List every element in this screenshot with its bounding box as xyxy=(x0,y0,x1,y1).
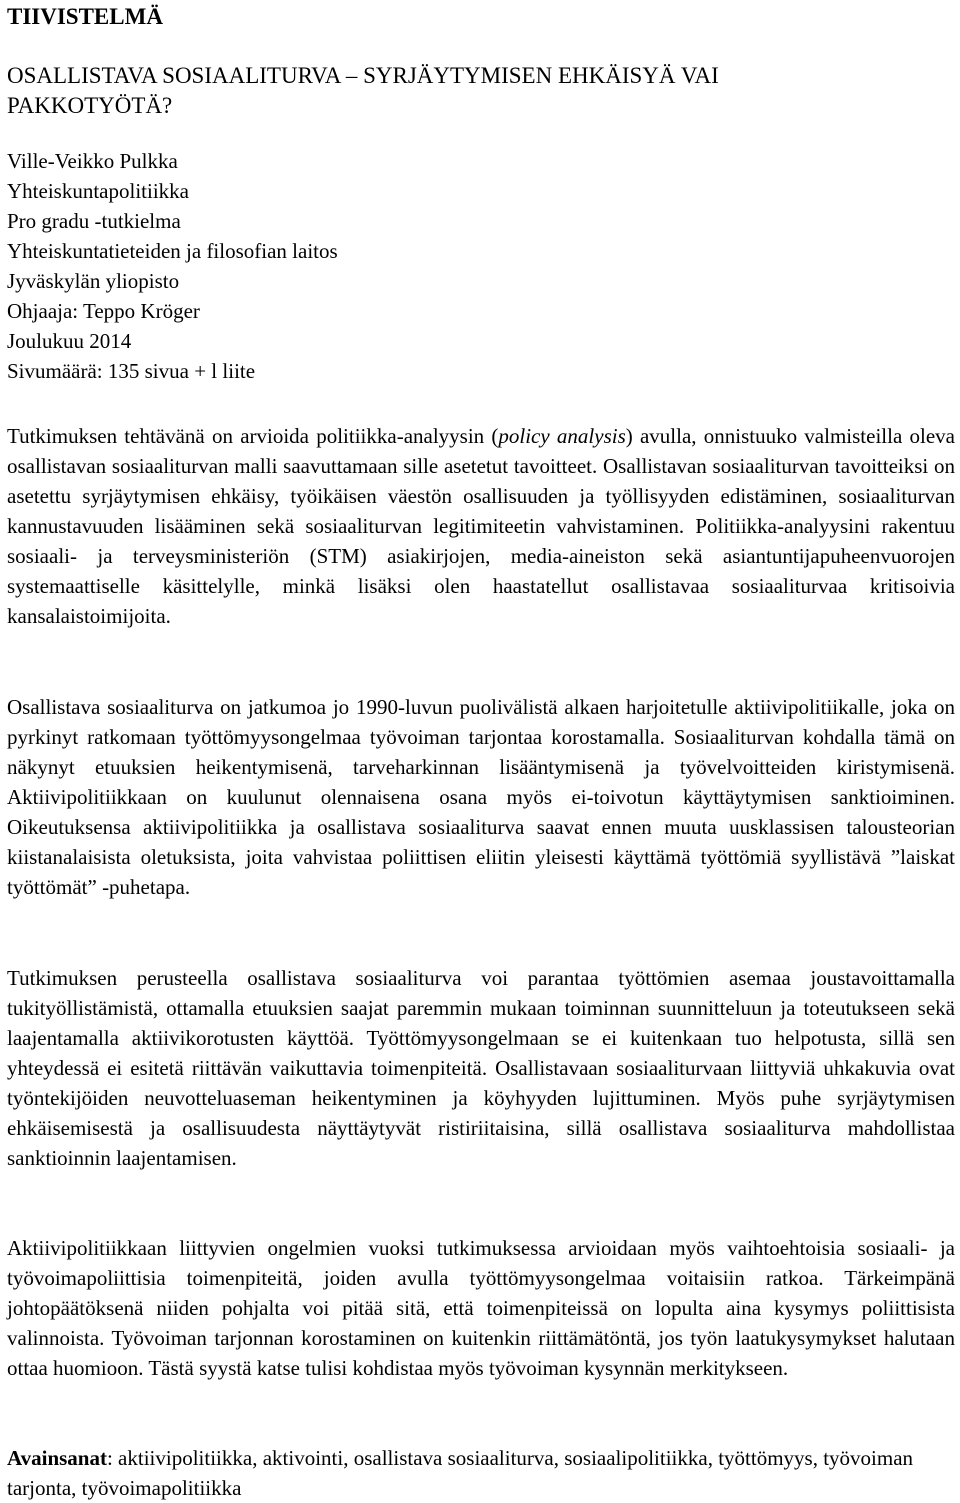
abstract-heading: TIIVISTELMÄ xyxy=(7,4,163,29)
supervisor-name: Ohjaaja: Teppo Kröger xyxy=(7,299,200,323)
thesis-metadata xyxy=(7,146,338,386)
paragraph-1-rest: ) avulla, onnistuuko valmisteilla oleva osallistavan sosiaaliturvan malli saavuttamaan sille asetetut tavoitteet. Osallistavan sosiaaliturvan tavoitteiksi on asetettu syrjäytymisen ehkäisy, työikäisen väestön osallisuuden ja työllisyyden edistäminen, sosiaaliturvan kannustavuuden lisääminen sekä sosiaaliturvan legitimiteetin vahvistaminen. Politiikka-analyysini rakentuu sosiaali- ja terveysministeriön (STM) asiakirjojen, media-aineiston sekä asiantuntijapuheenvuorojen systemaattiselle käsittelylle, minkä lisäksi olen haastatellut osallistavaa sosiaaliturvaa kritisoivia kansalaistoimijoita. xyxy=(7,424,955,628)
university-name: Jyväskylän yliopisto xyxy=(7,269,180,293)
author-name: Ville-Veikko Pulkka xyxy=(7,149,178,173)
subject-name: Yhteiskuntapolitiikka xyxy=(7,179,189,203)
abstract-paragraph-4: Aktiivipolitiikkaan liittyvien ongelmien vuoksi tutkimuksessa arvioidaan myös vaihtoehtoisia sosiaali- ja työvoimapoliittisia toimenpiteitä, joiden avulla työttömyysongelmaa voitaisiin ratkoa. Tärkeimpänä johtopäätöksenä niiden pohjalta voi pitää sitä, että toimenpiteissä on lopulta aina kysymys poliittisista valinnoista. Työvoiman tarjonnan korostaminen on kuitenkin riittämätöntä, jos työn laatukysymykset halutaan ottaa huomioon. Tästä syystä katse tulisi kohdistaa myös työvoiman kysynnän merkitykseen. xyxy=(7,1236,955,1380)
abstract-paragraph-1 xyxy=(7,421,955,631)
paragraph-1-italic-term: policy analysis xyxy=(498,424,626,448)
keywords-label: Avainsanat xyxy=(7,1446,107,1470)
paragraph-1-start: Tutkimuksen tehtävänä on arvioida politiikka-analyysin ( xyxy=(7,424,499,448)
abstract-paragraph-3: Tutkimuksen perusteella osallistava sosiaaliturva voi parantaa työttömien asemaa joustavoittamalla tukityöllistämistä, ottamalla etuuksien saajat paremmin mukaan toiminnan suunnitteluun ja toteutukseen sekä laajentamalla aktiivikorotusten käyttöä. Työttömyysongelmaan se ei kuitenkaan tuo helpotusta, sillä sen yhteydessä ei esitetä riittävän vaikuttavia toimenpiteitä. Osallistavaan sosiaaliturvaan liittyviä uhkakuvia ovat työntekijöiden neuvotteluaseman heikentyminen ja köyhyyden lujittuminen. Myös puhe syrjäytymisen ehkäisemisestä ja osallisuudesta näyttäytyvät ristiriitaisina, sillä osallistava sosiaaliturva mahdollistaa sanktioinnin laajentamisen. xyxy=(7,966,955,1170)
abstract-paragraph-2: Osallistava sosiaaliturva on jatkumoa jo 1990-luvun puolivälistä alkaen harjoitetulle aktiivipolitiikalle, joka on pyrkinyt ratkomaan työttömyysongelmaa työvoiman tarjontaa korostamalla. Sosiaaliturvan kohdalla tämä on näkynyt etuuksien heikentymisenä, tarveharkinnan lisääntymisenä ja työvelvoitteiden kiristymisenä. Aktiivipolitiikkaan on kuulunut olennaisena osana myös ei-toivotun käyttäytymisen sanktioiminen. Oikeutuksensa aktiivipolitiikka ja osallistava sosiaaliturva saavat ennen muuta uusklassisen talousteorian kiistanalaisista oletuksista, joita vahvistaa poliittisen eliitin yleisesti käyttämä työttömiä syyllistävä ”laiskat työttömät” -puhetapa. xyxy=(7,695,955,899)
keywords-line xyxy=(7,1443,955,1503)
page-count: Sivumäärä: 135 sivua + l liite xyxy=(7,359,256,383)
thesis-type: Pro gradu -tutkielma xyxy=(7,209,181,233)
thesis-title: OSALLISTAVA SOSIAALITURVA – SYRJÄYTYMISEN EHKÄISYÄ VAI PAKKOTYÖTÄ? xyxy=(7,63,719,118)
department-name: Yhteiskuntatieteiden ja filosofian laitos xyxy=(7,239,338,263)
thesis-date: Joulukuu 2014 xyxy=(7,329,132,353)
keywords-text: : aktiivipolitiikka, aktivointi, osallistava sosiaaliturva, sosiaalipolitiikka, työttömyys, työvoiman tarjonta, työvoimapolitiikka xyxy=(7,1446,914,1500)
